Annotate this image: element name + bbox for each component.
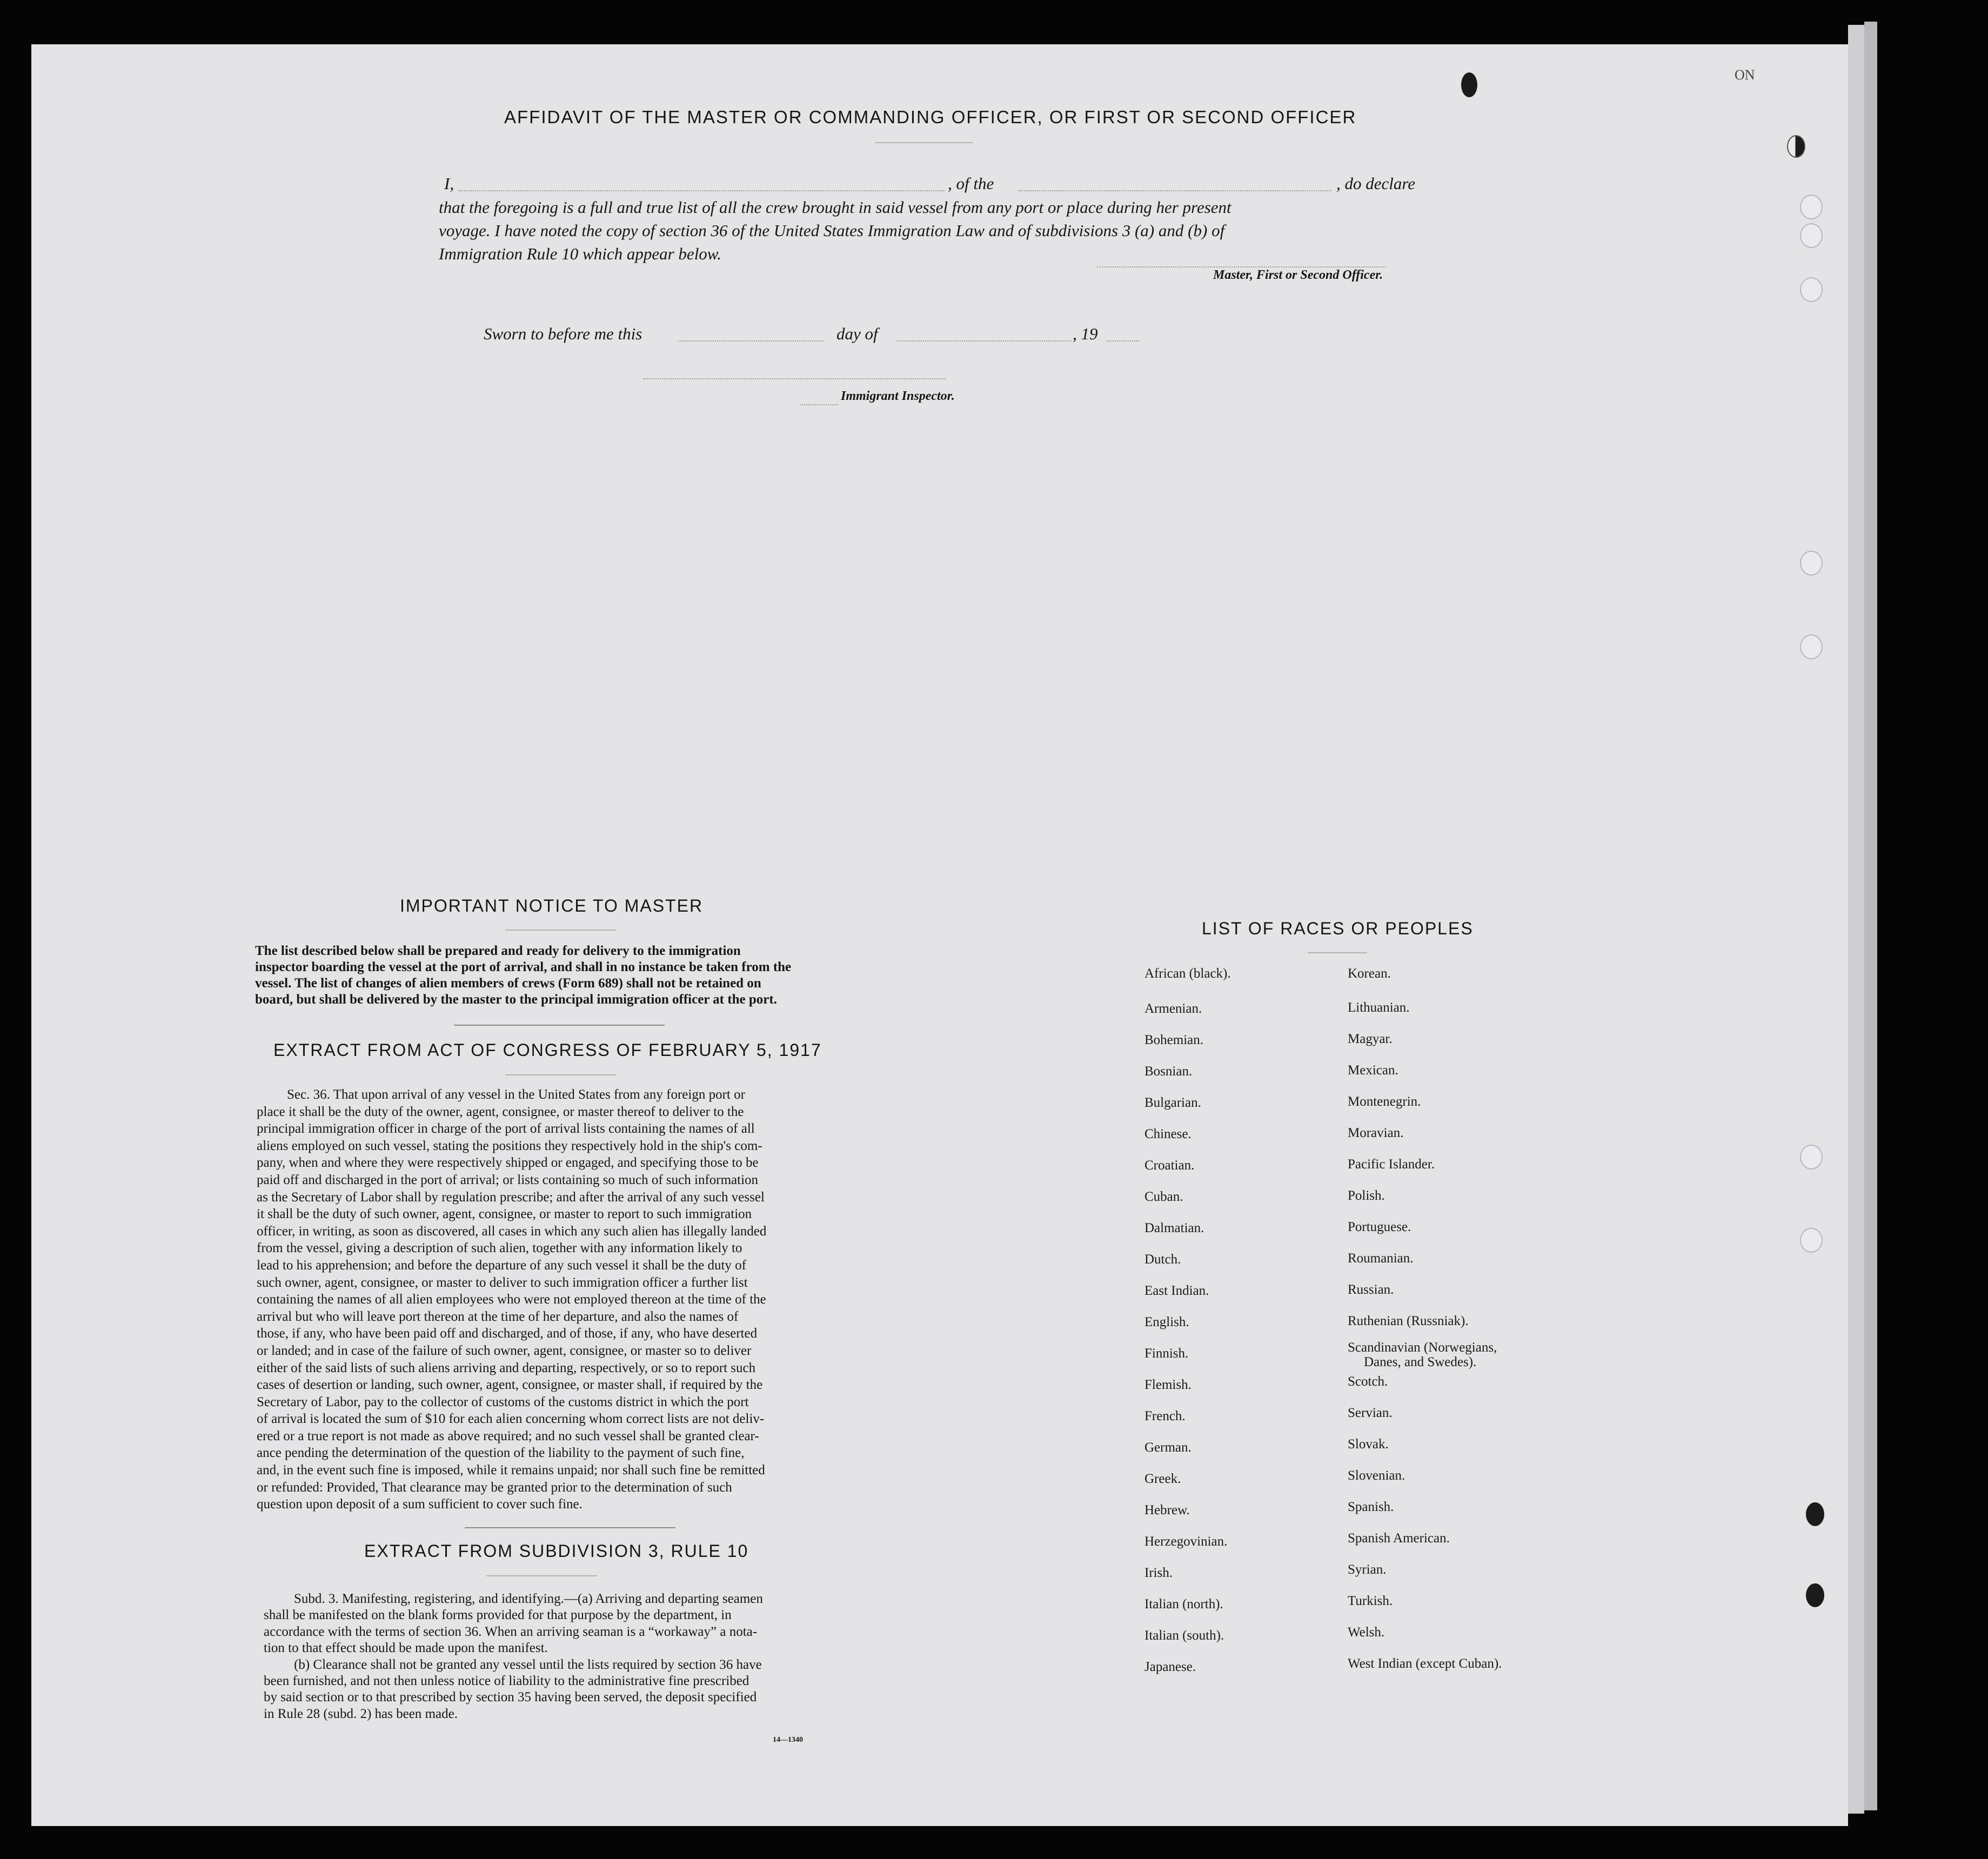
race-item: Herzegovinian. xyxy=(1144,1534,1228,1549)
race-item: Syrian. xyxy=(1348,1562,1387,1577)
race-item: Lithuanian. xyxy=(1348,1000,1410,1015)
race-item: Slovenian. xyxy=(1348,1468,1405,1483)
race-item: Danes, and Swedes). xyxy=(1364,1355,1477,1369)
act-line: as the Secretary of Labor shall by regulation prescribe; and after the arrival of any such vessel xyxy=(257,1189,765,1205)
rule-line: been furnished, and not then unless notice of liability to the administrative fine prescribed xyxy=(264,1674,749,1689)
act-line: ered or a true report is not made as above required; and no such vessel shall be granted clear- xyxy=(257,1428,759,1443)
binder-hole xyxy=(1800,1228,1823,1253)
act-title: EXTRACT FROM ACT OF CONGRESS OF FEBRUARY 5, 1917 xyxy=(273,1040,822,1060)
act-line: of arrival is located the sum of $10 for each alien concerning whom correct lists are not deliv- xyxy=(257,1412,765,1427)
race-item: Japanese. xyxy=(1144,1660,1196,1674)
act-line: ance pending the determination of the question of the liability to the payment of such fine, xyxy=(257,1446,745,1461)
notice-line: The list described below shall be prepared and ready for delivery to the immigration xyxy=(255,944,741,958)
rule-line: Subd. 3. Manifesting, registering, and identifying.—(a) Arriving and departing seamen xyxy=(294,1591,763,1606)
act-line: or landed; and in case of the failure of such owner, agent, consignee, or master so to deliver xyxy=(257,1343,752,1358)
race-item: Greek. xyxy=(1144,1472,1181,1486)
act-line: question upon deposit of a sum sufficient to cover such fine. xyxy=(257,1497,583,1512)
race-item: German. xyxy=(1144,1440,1192,1455)
sworn-year-field[interactable] xyxy=(1107,340,1139,342)
affidavit-line-4: Immigration Rule 10 which appear below. xyxy=(439,244,721,263)
act-line: it shall be the duty of such owner, agent, consignee, or master to report to such immigration xyxy=(257,1207,752,1222)
race-item: Portuguese. xyxy=(1348,1220,1411,1234)
title-rule xyxy=(875,142,973,143)
notice-body xyxy=(255,943,864,1008)
sworn-year: , 19 xyxy=(1073,324,1098,343)
affidavit-i: I, xyxy=(444,174,454,193)
binder-hole xyxy=(1800,195,1823,219)
declarant-name-field[interactable] xyxy=(458,190,945,191)
form-number: 14—1340 xyxy=(773,1736,803,1744)
page-edge-shadow xyxy=(1864,22,1877,1810)
race-item: Moravian. xyxy=(1348,1126,1404,1140)
binder-hole xyxy=(1800,551,1823,576)
rule-line: shall be manifested on the blank forms provided for that purpose by the department, in xyxy=(264,1608,732,1623)
race-item: Cuban. xyxy=(1144,1189,1183,1204)
binder-hole xyxy=(1787,135,1805,158)
race-item: Polish. xyxy=(1348,1188,1385,1203)
race-item: Roumanian. xyxy=(1348,1251,1414,1266)
rule-line: by said section or to that prescribed by section 35 having been served, the deposit specified xyxy=(264,1690,757,1705)
race-item: Dalmatian. xyxy=(1144,1221,1204,1235)
binder-hole-dark xyxy=(1806,1583,1824,1607)
race-item: Korean. xyxy=(1348,966,1391,981)
race-item: Flemish. xyxy=(1144,1377,1192,1392)
race-item: Finnish. xyxy=(1144,1346,1189,1361)
officer-signature-field[interactable] xyxy=(1097,266,1386,268)
act-line: officer, in writing, as soon as discovered, all cases in which any such alien has illegally landed xyxy=(257,1223,767,1239)
binder-hole xyxy=(1800,277,1823,302)
rule-line: accordance with the terms of section 36. When an arriving seaman is a “workaway” a nota- xyxy=(264,1624,758,1639)
act-line: such owner, agent, consignee, or master to deliver to such immigration officer a further list xyxy=(257,1275,748,1290)
race-item: Bulgarian. xyxy=(1144,1095,1201,1110)
act-line: containing the names of all alien employees who were not employed thereon at the time of the xyxy=(257,1292,766,1307)
race-item: Ruthenian (Russniak). xyxy=(1348,1314,1469,1328)
act-line: Sec. 36. That upon arrival of any vessel in the United States from any foreign port or xyxy=(287,1087,745,1102)
race-item: Croatian. xyxy=(1144,1158,1195,1173)
binder-hole xyxy=(1800,634,1823,659)
punch-mark xyxy=(1461,72,1477,97)
race-item: West Indian (except Cuban). xyxy=(1348,1656,1502,1671)
inspector-signature-field[interactable] xyxy=(643,378,946,379)
race-item: Bosnian. xyxy=(1144,1064,1193,1079)
vessel-name-field[interactable] xyxy=(1018,190,1331,191)
sworn-day-of: day of xyxy=(836,324,878,343)
affidavit-title: AFFIDAVIT OF THE MASTER OR COMMANDING OFFICER, OR FIRST OR SECOND OFFICER xyxy=(504,107,1357,127)
race-item: Italian (south). xyxy=(1144,1628,1224,1643)
race-item: Dutch. xyxy=(1144,1252,1181,1267)
act-line: either of the said lists of such aliens arriving and departing, respectively, or so to report such xyxy=(257,1360,756,1375)
rule-title: EXTRACT FROM SUBDIVISION 3, RULE 10 xyxy=(364,1541,749,1561)
race-item: Montenegrin. xyxy=(1348,1094,1421,1109)
affidavit-declare: , do declare xyxy=(1336,174,1416,193)
act-line: place it shall be the duty of the owner, agent, consignee, or master thereof to deliver to the xyxy=(257,1104,744,1119)
race-item: Spanish. xyxy=(1348,1500,1394,1514)
race-item: Mexican. xyxy=(1348,1063,1398,1078)
race-item: Irish. xyxy=(1144,1566,1173,1580)
race-item: Servian. xyxy=(1348,1406,1393,1420)
race-item: Magyar. xyxy=(1348,1032,1393,1046)
act-line: pany, when and where they were respectively shipped or engaged, and specifying those to be xyxy=(257,1155,759,1171)
act-line: lead to his apprehension; and before the departure of any such vessel it shall be the duty of xyxy=(257,1258,746,1273)
sworn-prefix: Sworn to before me this xyxy=(484,324,642,343)
rule-line: tion to that effect should be made upon the manifest. xyxy=(264,1641,548,1656)
binder-hole xyxy=(1800,1145,1823,1169)
act-line: Secretary of Labor, pay to the collector of customs of the customs district in which the port xyxy=(257,1394,749,1409)
affidavit-of-the: , of the xyxy=(948,174,994,193)
document-page xyxy=(31,44,1848,1826)
race-item: Scandinavian (Norwegians, xyxy=(1348,1340,1497,1355)
sworn-month-field[interactable] xyxy=(897,340,1071,342)
binder-hole-dark xyxy=(1806,1502,1824,1526)
act-line: arrival but who will leave port thereon at the time of her departure, and also the names of xyxy=(257,1309,739,1324)
race-item: East Indian. xyxy=(1144,1283,1209,1298)
notice-title: IMPORTANT NOTICE TO MASTER xyxy=(400,896,704,915)
act-line: aliens employed on such vessel, stating the positions they respectively hold in the ship's com- xyxy=(257,1138,762,1153)
races-rule xyxy=(1308,952,1367,953)
notice-divider xyxy=(454,1025,665,1026)
signature-label: Master, First or Second Officer. xyxy=(1213,268,1383,282)
act-body xyxy=(257,1086,865,1513)
race-item: French. xyxy=(1144,1409,1186,1423)
affidavit-line-2: that the foregoing is a full and true list of all the crew brought in said vessel from any port or place during her present xyxy=(439,198,1231,217)
race-item: Bohemian. xyxy=(1144,1033,1204,1047)
race-item: Armenian. xyxy=(1144,1001,1202,1016)
race-item: Turkish. xyxy=(1348,1594,1393,1608)
act-line: and, in the event such fine is imposed, while it remains unpaid; nor shall such fine be remitted xyxy=(257,1463,765,1478)
sworn-day-field[interactable] xyxy=(678,340,824,342)
rule-body xyxy=(264,1591,867,1722)
race-item: African (black). xyxy=(1144,966,1231,981)
race-item: Hebrew. xyxy=(1144,1503,1190,1517)
race-item: English. xyxy=(1144,1315,1189,1329)
notice-line: board, but shall be delivered by the master to the principal immigration officer at the port. xyxy=(255,992,777,1007)
act-rule xyxy=(505,1074,616,1075)
race-item: Scotch. xyxy=(1348,1374,1388,1389)
race-item: Slovak. xyxy=(1348,1437,1389,1452)
act-divider xyxy=(465,1527,675,1528)
act-line: paid off and discharged in the port of arrival; or lists containing so much of such information xyxy=(257,1172,759,1187)
act-line: from the vessel, giving a description of such alien, together with any information likely to xyxy=(257,1241,742,1256)
race-item: Chinese. xyxy=(1144,1127,1192,1141)
corner-stamp: ON xyxy=(1735,67,1755,83)
notice-rule xyxy=(505,930,616,931)
race-item: Russian. xyxy=(1348,1282,1394,1297)
race-item: Italian (north). xyxy=(1144,1597,1223,1611)
act-line: cases of desertion or landing, such owner, agent, consignee, or master shall, if required by the xyxy=(257,1377,763,1393)
rule-rule xyxy=(486,1575,597,1576)
act-line: principal immigration officer in charge of the port of arrival lists containing the names of all xyxy=(257,1121,755,1136)
inspector-dots xyxy=(800,404,838,405)
act-line: those, if any, who have been paid off and discharged, and of those, if any, who have deserted xyxy=(257,1326,758,1341)
inspector-label: Immigrant Inspector. xyxy=(841,389,955,403)
act-line: or refunded: Provided, That clearance may be granted prior to the determination of such xyxy=(257,1480,732,1495)
race-item: Pacific Islander. xyxy=(1348,1157,1435,1172)
page-edge xyxy=(1848,25,1864,1814)
binder-hole xyxy=(1800,223,1823,248)
race-item: Welsh. xyxy=(1348,1625,1385,1640)
race-item: Spanish American. xyxy=(1348,1531,1450,1546)
notice-line: inspector boarding the vessel at the port of arrival, and shall in no instance be taken from the xyxy=(255,960,792,974)
notice-line: vessel. The list of changes of alien members of crews (Form 689) shall not be retained on xyxy=(255,976,761,991)
affidavit-line-3: voyage. I have noted the copy of section 36 of the United States Immigration Law and of subdivisions 3 (a) and (b) of xyxy=(439,221,1225,240)
rule-line: in Rule 28 (subd. 2) has been made. xyxy=(264,1706,458,1721)
rule-line: (b) Clearance shall not be granted any vessel until the lists required by section 36 have xyxy=(294,1657,762,1672)
races-title: LIST OF RACES OR PEOPLES xyxy=(1202,919,1474,938)
